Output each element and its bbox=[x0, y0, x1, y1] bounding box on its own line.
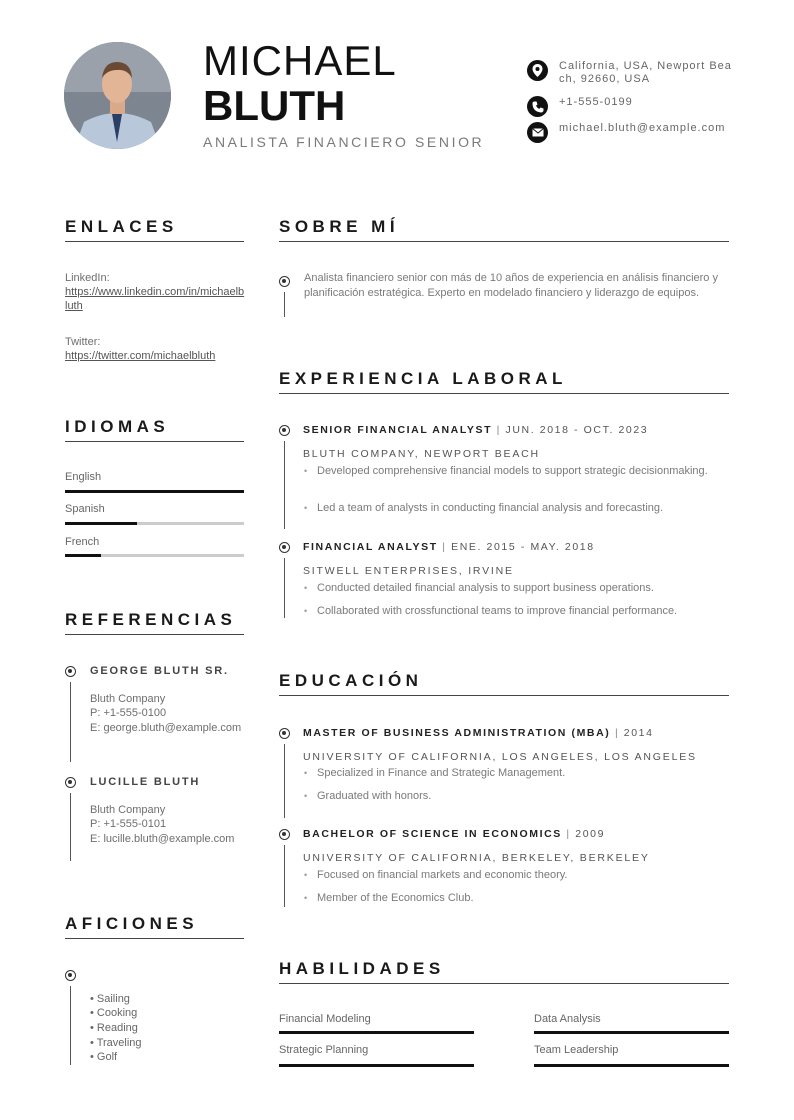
skill-bar bbox=[534, 1031, 729, 1034]
language-level-fill bbox=[65, 490, 244, 493]
references-section-title: REFERENCIAS bbox=[65, 610, 237, 629]
reference-phone: P: +1-555-0101 bbox=[90, 818, 167, 830]
about-text: Analista financiero senior con más de 10 años de experiencia en análisis financiero y planificación estratégica. Experto en modelado financiero y liderazgo de equipos. bbox=[304, 272, 718, 299]
timeline-line bbox=[70, 793, 71, 861]
job-bullet: • Developed comprehensive financial models to support strategic decisionmaking. bbox=[304, 464, 714, 479]
job-role: SENIOR FINANCIAL ANALYST bbox=[303, 424, 493, 436]
divider bbox=[65, 241, 244, 242]
timeline-line bbox=[284, 744, 285, 818]
language-level-bar bbox=[65, 522, 244, 525]
timeline-dot-icon bbox=[279, 276, 290, 287]
education-year: 2009 bbox=[575, 828, 606, 840]
experience-section-title: EXPERIENCIA LABORAL bbox=[279, 369, 567, 388]
profile-photo bbox=[64, 42, 171, 149]
job-bullet: • Led a team of analysts in conducting financial analysis and forecasting. bbox=[304, 501, 714, 516]
job-dates: ENE. 2015 - MAY. 2018 bbox=[451, 541, 595, 553]
twitter-label: Twitter: bbox=[65, 336, 101, 348]
job-heading bbox=[303, 541, 595, 553]
skill-name: Team Leadership bbox=[534, 1044, 619, 1056]
envelope-icon bbox=[527, 122, 548, 143]
timeline-dot-icon bbox=[65, 970, 76, 981]
language-name: English bbox=[65, 471, 102, 483]
languages-section-title: IDIOMAS bbox=[65, 417, 170, 436]
person-photo-icon bbox=[64, 42, 171, 149]
reference-email: E: lucille.bluth@example.com bbox=[90, 833, 235, 845]
contact-address bbox=[527, 60, 732, 86]
reference-name: LUCILLE BLUTH bbox=[90, 776, 201, 788]
timeline-dot-icon bbox=[279, 425, 290, 436]
education-bullet: • Graduated with honors. bbox=[304, 789, 714, 804]
separator: | bbox=[442, 541, 447, 553]
job-heading bbox=[303, 424, 648, 436]
linkedin-label: LinkedIn: bbox=[65, 272, 110, 284]
language-name: Spanish bbox=[65, 503, 105, 515]
phone-icon bbox=[527, 96, 548, 117]
language-level-bar bbox=[65, 490, 244, 493]
hobby-item: • Reading bbox=[90, 1022, 138, 1034]
skill-bar bbox=[279, 1064, 474, 1067]
language-name: French bbox=[65, 536, 100, 548]
separator: | bbox=[614, 727, 620, 739]
skills-section-title: HABILIDADES bbox=[279, 959, 445, 978]
job-role: FINANCIAL ANALYST bbox=[303, 541, 438, 553]
timeline-line bbox=[284, 845, 285, 907]
timeline-dot-icon bbox=[279, 829, 290, 840]
timeline-dot-icon bbox=[65, 666, 76, 677]
school: UNIVERSITY OF CALIFORNIA, BERKELEY, BERKELEY bbox=[303, 852, 650, 864]
first-name: MICHAEL bbox=[203, 37, 397, 84]
job-company: SITWELL ENTERPRISES, IRVINE bbox=[303, 565, 514, 577]
education-heading bbox=[303, 828, 605, 840]
twitter-link[interactable]: https://twitter.com/michaelbluth bbox=[65, 350, 216, 362]
education-year: 2014 bbox=[623, 727, 654, 739]
degree: BACHELOR OF SCIENCE IN ECONOMICS bbox=[303, 828, 562, 840]
education-heading bbox=[303, 727, 654, 739]
hobbies-section-title: AFICIONES bbox=[65, 914, 199, 933]
education-bullet: • Member of the Economics Club. bbox=[304, 891, 714, 906]
divider bbox=[65, 441, 244, 442]
hobby-item: • Golf bbox=[90, 1051, 118, 1063]
timeline-dot-icon bbox=[279, 728, 290, 739]
hobby-item: • Sailing bbox=[90, 993, 130, 1005]
separator: | bbox=[496, 424, 501, 436]
divider bbox=[279, 983, 729, 984]
last-name: BLUTH bbox=[203, 82, 346, 129]
timeline-line bbox=[284, 292, 285, 317]
divider bbox=[65, 938, 244, 939]
skill-name: Financial Modeling bbox=[279, 1013, 371, 1025]
divider bbox=[279, 393, 729, 394]
divider bbox=[65, 634, 244, 635]
linkedin-link[interactable]: https://www.linkedin.com/in/michaelbluth bbox=[65, 286, 245, 312]
reference-name: GEORGE BLUTH SR. bbox=[90, 665, 229, 677]
phone-text[interactable]: +1-555-0199 bbox=[559, 96, 633, 108]
address-text: California, USA, Newport Beach, 92660, USA bbox=[559, 60, 732, 85]
language-level-fill bbox=[65, 522, 137, 525]
separator: | bbox=[566, 828, 571, 840]
timeline-line bbox=[284, 441, 285, 529]
language-level-bar bbox=[65, 554, 244, 557]
education-bullet: • Specialized in Finance and Strategic Management. bbox=[304, 766, 714, 781]
timeline-dot-icon bbox=[65, 777, 76, 788]
timeline-line bbox=[284, 558, 285, 618]
divider bbox=[279, 241, 729, 242]
divider bbox=[279, 695, 729, 696]
school: UNIVERSITY OF CALIFORNIA, LOS ANGELES, LOS ANGELES bbox=[303, 751, 697, 763]
job-bullet: • Collaborated with crossfunctional teams to improve financial performance. bbox=[304, 604, 714, 619]
timeline-line bbox=[70, 682, 71, 762]
email-text[interactable]: michael.bluth@example.com bbox=[559, 122, 726, 134]
language-level-fill bbox=[65, 554, 101, 557]
contact-email bbox=[527, 122, 732, 143]
skill-bar bbox=[534, 1064, 729, 1067]
reference-company: Bluth Company bbox=[90, 693, 166, 705]
job-title: ANALISTA FINANCIERO SENIOR bbox=[203, 134, 485, 150]
degree: MASTER OF BUSINESS ADMINISTRATION (MBA) bbox=[303, 727, 611, 739]
job-bullet: • Conducted detailed financial analysis to support business operations. bbox=[304, 581, 714, 596]
links-section-title: ENLACES bbox=[65, 217, 178, 236]
job-company: BLUTH COMPANY, NEWPORT BEACH bbox=[303, 448, 540, 460]
education-bullet: • Focused on financial markets and economic theory. bbox=[304, 868, 714, 883]
job-dates: JUN. 2018 - OCT. 2023 bbox=[505, 424, 649, 436]
about-section-title: SOBRE MÍ bbox=[279, 217, 400, 236]
skill-bar bbox=[279, 1031, 474, 1034]
reference-email: E: george.bluth@example.com bbox=[90, 722, 242, 734]
education-section-title: EDUCACIÓN bbox=[279, 671, 423, 690]
reference-company: Bluth Company bbox=[90, 804, 166, 816]
hobby-item: • Traveling bbox=[90, 1037, 142, 1049]
location-pin-icon bbox=[527, 60, 548, 81]
skill-name: Data Analysis bbox=[534, 1013, 601, 1025]
contact-phone bbox=[527, 96, 732, 117]
timeline-line bbox=[70, 986, 71, 1065]
reference-phone: P: +1-555-0100 bbox=[90, 707, 167, 719]
hobby-item: • Cooking bbox=[90, 1007, 138, 1019]
skill-name: Strategic Planning bbox=[279, 1044, 369, 1056]
timeline-dot-icon bbox=[279, 542, 290, 553]
